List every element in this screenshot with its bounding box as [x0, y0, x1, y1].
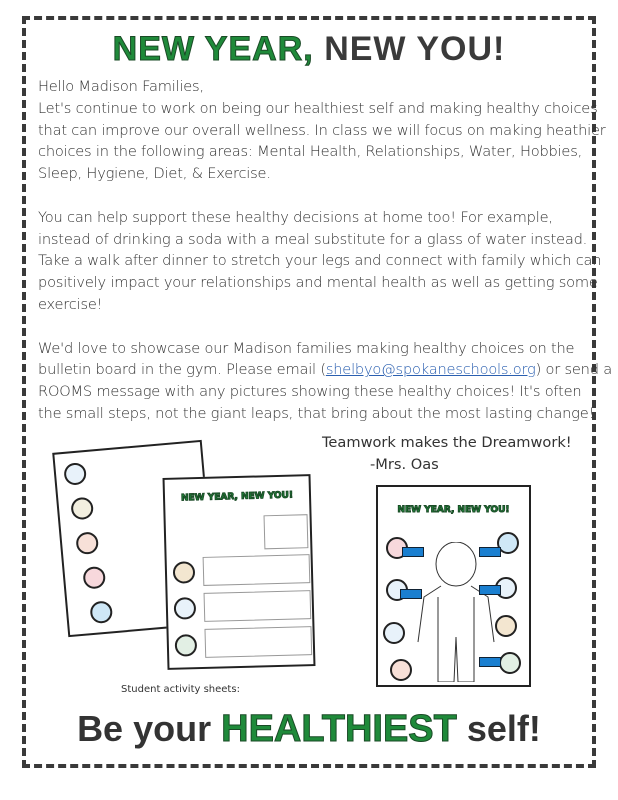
sleep-icon	[89, 600, 113, 624]
exercise-icon	[175, 634, 198, 657]
label-tag	[479, 657, 501, 667]
healthy-diet-icon	[173, 561, 196, 584]
water-icon	[383, 622, 405, 644]
p3-line: ROOMS message with any pictures showing these healthy choices! It's often	[38, 383, 582, 401]
p3-text: bulletin board in the gym. Please email (	[38, 361, 326, 379]
hygiene-icon	[70, 497, 94, 521]
activity-sheet-body	[376, 485, 531, 687]
label-tag	[400, 589, 422, 599]
sheet-title: NEW YEAR, NEW YOU!	[180, 490, 294, 504]
p1-line: Sleep, Hygiene, Diet, & Exercise.	[38, 165, 271, 183]
email-link[interactable]: shelbyo@spokaneschools.org	[325, 361, 536, 379]
label-tag	[402, 547, 424, 557]
p2-line: exercise!	[38, 295, 103, 313]
water-box	[204, 590, 312, 622]
p2-line: Take a walk after dinner to stretch your legs and connect with family which can	[38, 252, 602, 270]
letter-body	[38, 76, 612, 425]
p3-line	[38, 359, 612, 381]
p3-line: We'd love to showcase our Madison families making healthy choices on the	[38, 339, 575, 357]
footer-slogan	[0, 708, 618, 751]
footer-highlight: HEALTHIEST	[221, 708, 457, 750]
p3-line: the small steps, not the giant leaps, that bring about the most lasting change!	[38, 404, 595, 422]
exercise-icon	[499, 652, 521, 674]
diet-icon	[495, 615, 517, 637]
activity-sheet-tracker	[163, 474, 316, 670]
p3-text: ) or send a	[535, 361, 612, 379]
p2-line: You can help support these healthy decisions at home too! For example,	[38, 208, 553, 226]
water-icon	[174, 597, 197, 620]
label-tag	[479, 547, 501, 557]
footer-post: self!	[466, 708, 541, 749]
page-title	[0, 30, 618, 69]
exercise-box	[204, 626, 312, 658]
p2-line: positively impact your relationships and mental health as well as getting some	[38, 274, 598, 292]
greeting: Hello Madison Families,	[38, 78, 204, 95]
hobbies-icon	[390, 659, 412, 681]
label-tag	[479, 585, 501, 595]
title-part-dark: NEW YOU!	[324, 30, 506, 68]
relationships-icon	[63, 462, 87, 486]
calendar-grid	[264, 514, 309, 549]
signoff-quote: Teamwork makes the Dreamwork!	[322, 434, 572, 451]
mental-health-icon	[82, 566, 106, 590]
title-part-green: NEW YEAR,	[112, 30, 314, 68]
sheets-caption: Student activity sheets:	[121, 684, 240, 695]
footer-pre: Be your	[77, 708, 212, 749]
hobbies-icon	[75, 531, 99, 555]
p1-line: that can improve our overall wellness. In class we will focus on making heathier	[38, 121, 606, 139]
signoff	[322, 432, 572, 476]
p2-line: instead of drinking a soda with a meal substitute for a glass of water instead.	[38, 230, 588, 248]
diet-box	[203, 554, 311, 586]
signature: -Mrs. Oas	[370, 456, 439, 473]
sheet-title: NEW YEAR, NEW YOU!	[397, 505, 510, 515]
p1-line: Let's continue to work on being our healthiest self and making healthy choices	[38, 99, 598, 117]
p1-line: choices in the following areas: Mental Health, Relationships, Water, Hobbies,	[38, 143, 583, 161]
